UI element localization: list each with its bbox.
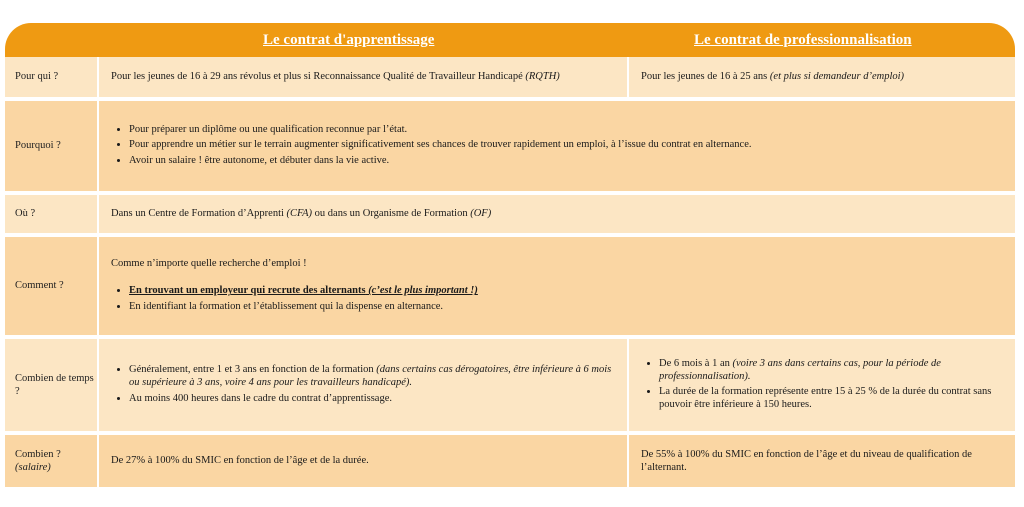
combien-temps-app-list — [111, 363, 619, 404]
row-label-combien-salaire — [5, 435, 97, 487]
cell-ou — [97, 195, 1015, 237]
pour-qui-apprentissage-text: Pour les jeunes de 16 à 29 ans révolus et plus si Reconnaissance Qualité de Travailleur Handicapé — [111, 71, 526, 83]
cell-pour-qui-apprentissage — [97, 57, 627, 101]
comment-item1-strong: En trouvant un employeur qui recrute des alternants — [129, 285, 366, 297]
table-row-pour-qui — [5, 57, 1015, 101]
cell-salaire-pro: De 55% à 100% du SMIC en fonction de l’âge et du niveau de qualification de l’alternant. — [627, 435, 1015, 487]
list-item: • Pour préparer un diplôme ou une qualification reconnue par l’état. — [129, 123, 1007, 136]
comment-item1-italic: (c’est le plus important !) — [365, 285, 478, 297]
app-item1-italic: (dans certains cas dérogatoires, être inférieure à 6 mois ou supérieure à 3 ans, voire 4 ans pour les travailleurs handicapé). — [129, 364, 612, 389]
row-label-combien-temps: Combien de temps ? — [5, 339, 97, 435]
pour-qui-apprentissage-italic: (RQTH) — [525, 71, 560, 83]
pour-qui-pro-text: Pour les jeunes de 16 à 25 ans — [641, 71, 770, 83]
comparison-table — [5, 57, 1015, 487]
salaire-label: Combien ? — [15, 448, 61, 460]
list-item: • En identifiant la formation et l’établissement qui la dispense en alternance. — [129, 300, 1007, 313]
list-item: • Pour apprendre un métier sur le terrain augmenter significativement ses chances de trouver rapidement un emploi, à l’issue du contrat en alternance. — [129, 138, 1007, 151]
table-row-ou — [5, 195, 1015, 237]
row-label-pourquoi: Pourquoi ? — [5, 101, 97, 195]
pour-qui-pro-italic: (et plus si demandeur d’emploi) — [769, 71, 905, 83]
cell-combien-temps-pro — [627, 339, 1015, 435]
table-row-combien-temps — [5, 339, 1015, 435]
comment-intro: Comme n’importe quelle recherche d’emploi ! — [111, 258, 307, 270]
ou-text-1: Dans un Centre de Formation d’Apprenti — [111, 208, 287, 220]
combien-temps-pro-list — [641, 357, 1007, 412]
list-item: • Au moins 400 heures dans le cadre du contrat d’apprentissage. — [129, 392, 619, 405]
cell-pourquoi — [97, 101, 1015, 195]
comparison-table-container — [5, 23, 1015, 487]
table-row-pourquoi — [5, 101, 1015, 195]
cell-pour-qui-pro — [627, 57, 1015, 101]
list-item — [129, 363, 619, 389]
row-label-ou: Où ? — [5, 195, 97, 237]
app-item1-text: Généralement, entre 1 et 3 ans en fonction de la formation — [129, 364, 377, 376]
cell-comment — [97, 237, 1015, 339]
pro-item1-text: De 6 mois à 1 an — [659, 357, 733, 369]
table-row-combien-salaire — [5, 435, 1015, 487]
ou-italic-1: (CFA) — [286, 208, 313, 220]
header-professionnalisation: Le contrat de professionnalisation — [694, 32, 912, 48]
row-label-comment: Comment ? — [5, 237, 97, 339]
table-header — [5, 23, 1015, 57]
cell-combien-temps-apprentissage — [97, 339, 627, 435]
list-item — [129, 284, 1007, 297]
list-item: • La durée de la formation représente entre 15 à 25 % de la durée du contrat sans pouvoir être inférieure à 150 heures. — [659, 385, 1007, 411]
salaire-label-italic: (salaire) — [15, 462, 51, 473]
ou-italic-2: (OF) — [470, 208, 492, 220]
list-item — [659, 357, 1007, 383]
header-apprentissage: Le contrat d'apprentissage — [263, 32, 435, 48]
comment-list — [111, 284, 1007, 312]
pro-item1-italic: (voire 3 ans dans certains cas, pour la période de professionnalisation). — [659, 357, 941, 382]
table-row-comment — [5, 237, 1015, 339]
cell-salaire-apprentissage: De 27% à 100% du SMIC en fonction de l’âge et de la durée. — [97, 435, 627, 487]
pourquoi-list — [111, 123, 1007, 166]
row-label-pour-qui: Pour qui ? — [5, 57, 97, 101]
list-item: • Avoir un salaire ! être autonome, et débuter dans la vie active. — [129, 154, 1007, 167]
ou-text-2: ou dans un Organisme de Formation — [312, 208, 471, 220]
